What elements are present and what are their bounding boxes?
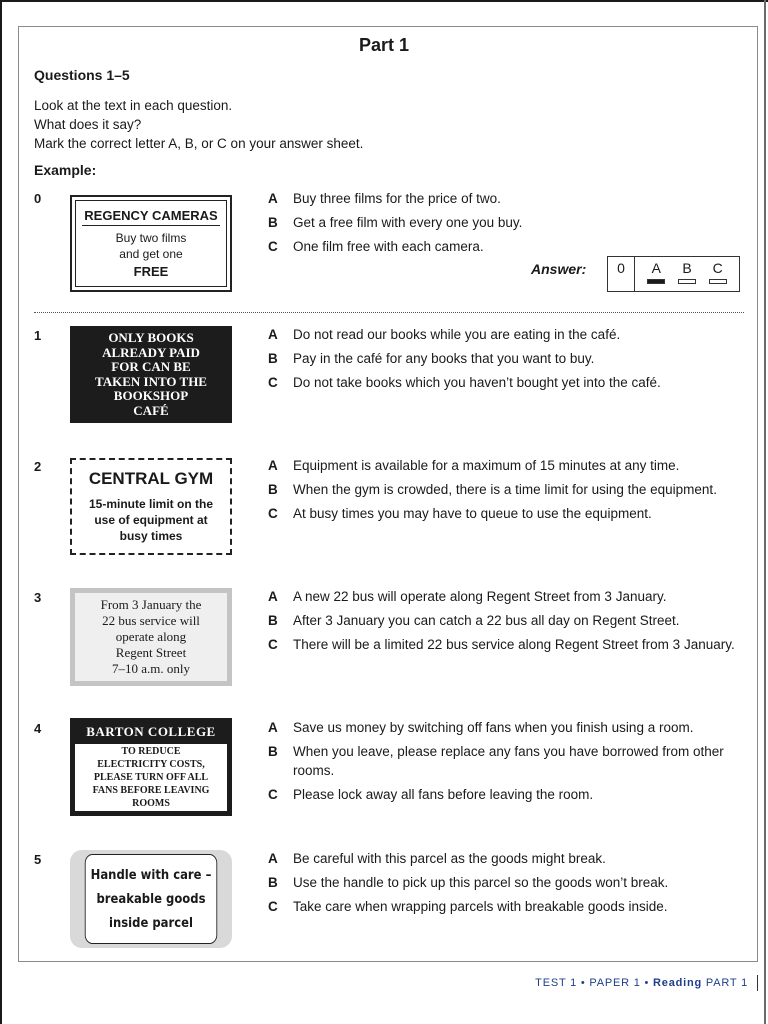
sign-bus-service <box>70 588 232 686</box>
option-letter: B <box>268 215 278 230</box>
option-b[interactable] <box>268 611 748 630</box>
options-question-3 <box>268 587 748 659</box>
option-text: A new 22 bus will operate along Regent Street from 3 January. <box>293 589 667 604</box>
question-number: 4 <box>34 721 42 736</box>
sign-line: FOR CAN BE <box>111 359 191 374</box>
sign-barton-college <box>70 718 232 816</box>
answer-mark-empty <box>709 279 727 284</box>
sign-line: ROOMS <box>132 798 170 809</box>
left-edge-rule <box>0 0 2 1024</box>
answer-cell-c[interactable] <box>709 260 727 291</box>
option-letter: B <box>268 875 278 890</box>
answer-number: 0 <box>608 257 635 291</box>
option-c[interactable] <box>268 373 748 392</box>
option-letter: B <box>268 744 278 759</box>
option-text: When the gym is crowded, there is a time limit for using the equipment. <box>293 482 717 497</box>
answer-mark-filled <box>647 279 665 284</box>
option-a[interactable] <box>268 587 748 606</box>
footer-prefix: TEST 1 • PAPER 1 • <box>535 977 654 989</box>
sign-bookshop-cafe <box>70 326 232 423</box>
options-question-5 <box>268 849 748 921</box>
answer-cell-a[interactable] <box>647 260 665 291</box>
example-label: Example: <box>34 162 97 178</box>
sign-line: 15-minute limit on the <box>88 497 213 511</box>
question-number: 1 <box>34 328 42 343</box>
instruction-line: What does it say? <box>34 117 142 132</box>
option-c[interactable] <box>268 635 748 654</box>
question-number: 0 <box>34 191 42 206</box>
sign-line: TO REDUCE <box>121 746 181 757</box>
option-text: Be careful with this parcel as the goods might break. <box>293 851 606 866</box>
option-text: Buy three films for the price of two. <box>293 191 501 206</box>
option-b[interactable] <box>268 873 748 892</box>
options-question-2 <box>268 456 748 528</box>
footer-section: Reading <box>653 977 703 989</box>
option-b[interactable] <box>268 349 748 368</box>
option-c[interactable] <box>268 785 748 804</box>
question-number: 2 <box>34 459 42 474</box>
option-letter: B <box>268 482 278 497</box>
footer-suffix: PART 1 <box>702 977 748 989</box>
sign-line: FANS BEFORE LEAVING <box>92 785 210 796</box>
sign-line: busy times <box>119 529 183 543</box>
instruction-line: Mark the correct letter A, B, or C on your answer sheet. <box>34 136 364 151</box>
sign-line: TAKEN INTO THE <box>95 373 207 389</box>
option-letter: A <box>268 191 278 206</box>
footer-bar <box>757 975 758 991</box>
question-number: 3 <box>34 590 42 605</box>
sign-line: Buy two films <box>115 231 187 245</box>
option-letter: A <box>268 458 278 473</box>
sign-central-gym <box>70 458 232 555</box>
sign-line: breakable goods <box>96 891 206 907</box>
option-text: Take care when wrapping parcels with breakable goods inside. <box>293 899 668 914</box>
option-a[interactable] <box>268 325 748 344</box>
sign-regency-cameras <box>70 195 232 292</box>
option-b[interactable] <box>268 742 748 780</box>
sign-line: PLEASE TURN OFF ALL <box>93 772 209 783</box>
option-letter: B <box>268 351 278 366</box>
option-letter: A <box>268 720 278 735</box>
option-a[interactable] <box>268 456 748 475</box>
page-title: Part 1 <box>358 35 410 55</box>
sign-panel <box>85 854 217 944</box>
options-question-0 <box>268 189 748 261</box>
instructions <box>34 96 363 153</box>
option-text: At busy times you may have to queue to use the equipment. <box>293 506 652 521</box>
answer-letter: C <box>712 260 723 276</box>
option-b[interactable] <box>268 213 748 232</box>
option-a[interactable] <box>268 718 748 737</box>
answer-box <box>607 256 740 292</box>
option-text: Please lock away all fans before leaving the room. <box>293 787 594 802</box>
option-letter: C <box>268 637 278 652</box>
sign-title: CENTRAL GYM <box>88 469 214 488</box>
option-text: Use the handle to pick up this parcel so the goods won’t break. <box>293 875 669 890</box>
option-letter: C <box>268 375 278 390</box>
sign-line: 7–10 a.m. only <box>112 661 190 676</box>
question-number: 5 <box>34 852 42 867</box>
instruction-line: Look at the text in each question. <box>34 98 233 113</box>
sign-line: inside parcel <box>109 915 193 931</box>
sign-line: ELECTRICITY COSTS, <box>97 759 205 770</box>
sign-line: From 3 January the <box>100 597 202 612</box>
option-text: There will be a limited 22 bus service along Regent Street from 3 January. <box>293 637 735 652</box>
sign-title: REGENCY CAMERAS <box>82 208 219 226</box>
sign-line: CAFÉ <box>133 402 169 418</box>
option-text: When you leave, please replace any fans you have borrowed from other rooms. <box>293 744 724 778</box>
options-question-1 <box>268 325 748 397</box>
option-letter: A <box>268 327 278 342</box>
sign-line: ALREADY PAID <box>102 344 200 360</box>
option-c[interactable] <box>268 504 748 523</box>
questions-heading: Questions 1–5 <box>34 67 130 83</box>
option-letter: C <box>268 899 278 914</box>
answer-letter: B <box>682 260 692 276</box>
option-text: Get a free film with every one you buy. <box>293 215 523 230</box>
option-a[interactable] <box>268 189 748 208</box>
example-divider <box>34 312 744 313</box>
option-c[interactable] <box>268 237 748 256</box>
sign-panel <box>75 744 227 811</box>
option-text: Equipment is available for a maximum of 15 minutes at any time. <box>293 458 680 473</box>
option-b[interactable] <box>268 480 748 499</box>
options-question-4 <box>268 718 748 809</box>
top-edge-rule <box>0 0 768 2</box>
answer-letter: A <box>651 260 661 276</box>
option-letter: B <box>268 613 278 628</box>
option-a[interactable] <box>268 849 748 868</box>
sign-title: BARTON COLLEGE <box>86 724 216 739</box>
option-letter: A <box>268 851 278 866</box>
option-letter: C <box>268 239 278 254</box>
option-text: Do not read our books while you are eating in the café. <box>293 327 621 342</box>
sign-line: and get one <box>119 247 183 261</box>
sign-line: 22 bus service will <box>102 613 200 628</box>
sign-line: Regent Street <box>115 645 187 660</box>
answer-cells <box>635 257 739 291</box>
sign-line: ONLY BOOKS <box>108 330 194 345</box>
option-c[interactable] <box>268 897 748 916</box>
option-letter: C <box>268 506 278 521</box>
sign-line: operate along <box>115 629 187 644</box>
option-text: Do not take books which you haven’t bought yet into the café. <box>293 375 661 390</box>
sign-emphasis: FREE <box>133 264 169 279</box>
answer-label: Answer: <box>531 261 587 277</box>
option-letter: C <box>268 787 278 802</box>
answer-mark-empty <box>678 279 696 284</box>
answer-cell-b[interactable] <box>678 260 696 291</box>
sign-panel <box>75 593 227 681</box>
option-letter: A <box>268 589 278 604</box>
sign-line: use of equipment at <box>94 513 208 527</box>
sign-handle-with-care <box>70 850 232 948</box>
page-footer <box>480 977 748 989</box>
option-text: One film free with each camera. <box>293 239 484 254</box>
right-edge-rule <box>764 0 766 1024</box>
option-text: Save us money by switching off fans when you finish using a room. <box>293 720 694 735</box>
option-text: After 3 January you can catch a 22 bus all day on Regent Street. <box>293 613 680 628</box>
sign-line: BOOKSHOP <box>113 388 189 403</box>
sign-line: Handle with care – <box>90 867 212 883</box>
option-text: Pay in the café for any books that you want to buy. <box>293 351 595 366</box>
